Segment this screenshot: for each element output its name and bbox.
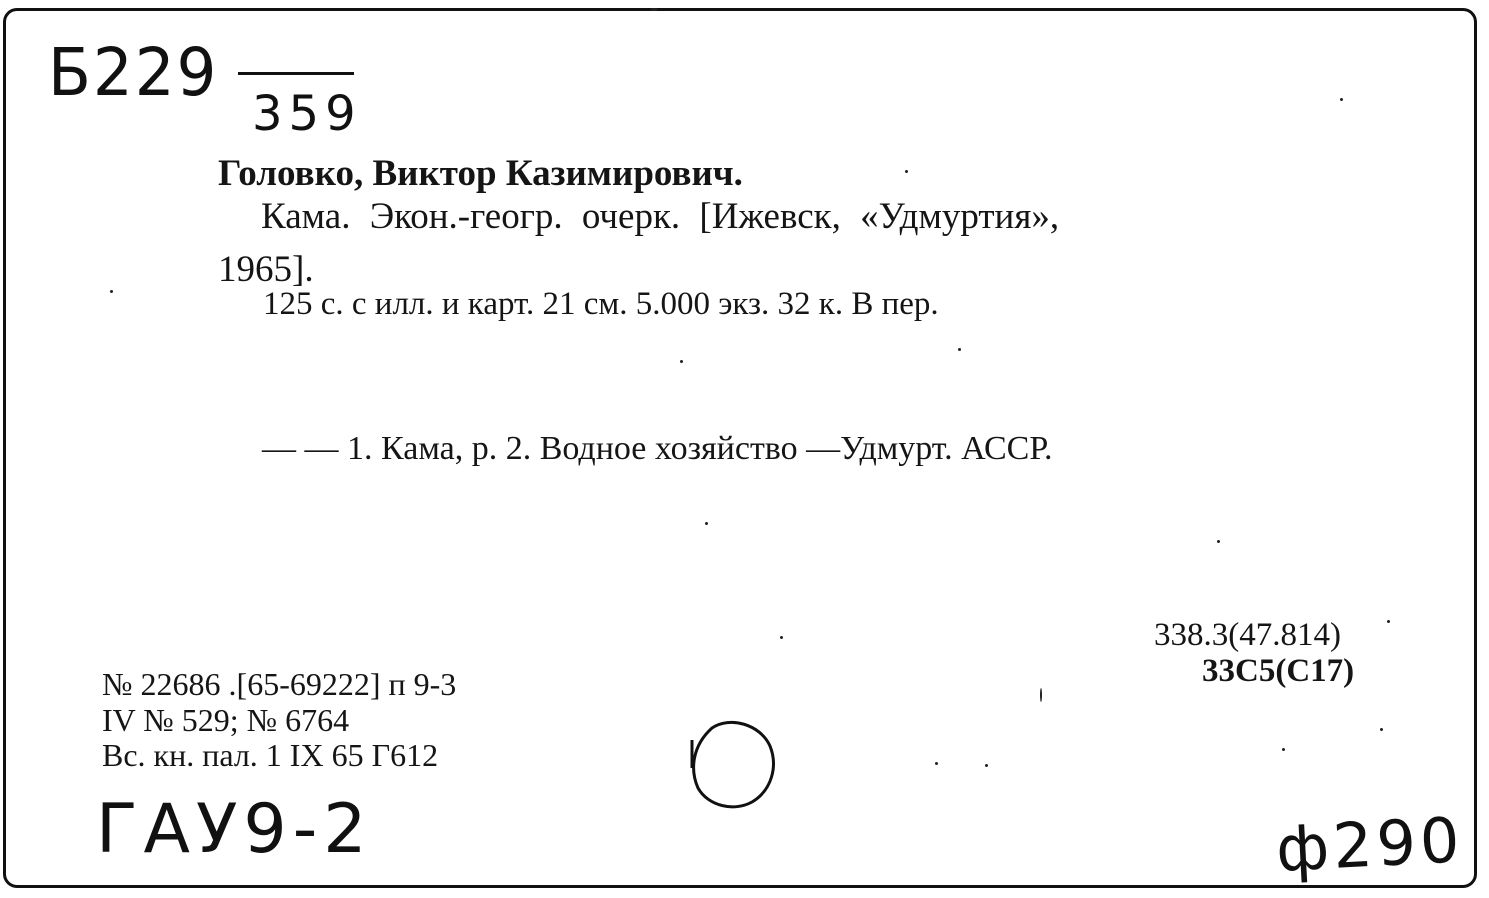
collation-line: 125 с. с илл. и карт. 21 см. 5.000 экз. 32 к. В пер. [263,286,939,322]
shelf-mark: 33С5(С17) [1202,653,1355,689]
speck [985,764,988,767]
book-chamber-line: Вс. кн. пал. 1 IX 65 Г612 [102,737,439,773]
author-heading: Головко, Виктор Казимирович. [218,153,743,194]
registry-number: № 22686 .[65-69222] п 9-3 [102,666,457,702]
publication-year: 1965]. [218,249,314,290]
speck [905,170,908,173]
call-number-divider [238,72,354,75]
speck [935,762,938,765]
speck [110,290,113,293]
classification-number: 338.3(47.814) [1154,617,1341,653]
speck [1380,728,1383,731]
speck [1387,620,1390,623]
speck [1282,748,1285,751]
title-statement: Кама. Экон.-геогр. очерк. [Ижевск, «Удмуртия», [261,196,1060,237]
speck [1217,540,1220,543]
call-number-top: Б229 [48,34,219,111]
registry-issue: IV № 529; № 6764 [102,702,350,738]
stamp-circle [690,718,776,810]
speck [650,8,658,11]
speck [1040,688,1042,702]
handwritten-note-left: ГАУ9-2 [96,790,373,869]
speck [1340,98,1343,101]
speck [958,348,961,351]
subject-headings: — — 1. Кама, р. 2. Водное хозяйство —Удмурт. АССР. [262,430,1053,467]
call-number-bottom: 359 [252,86,362,142]
speck [705,522,708,525]
handwritten-note-right: ф290 [1274,803,1466,886]
speck [780,636,783,639]
speck [680,360,683,363]
